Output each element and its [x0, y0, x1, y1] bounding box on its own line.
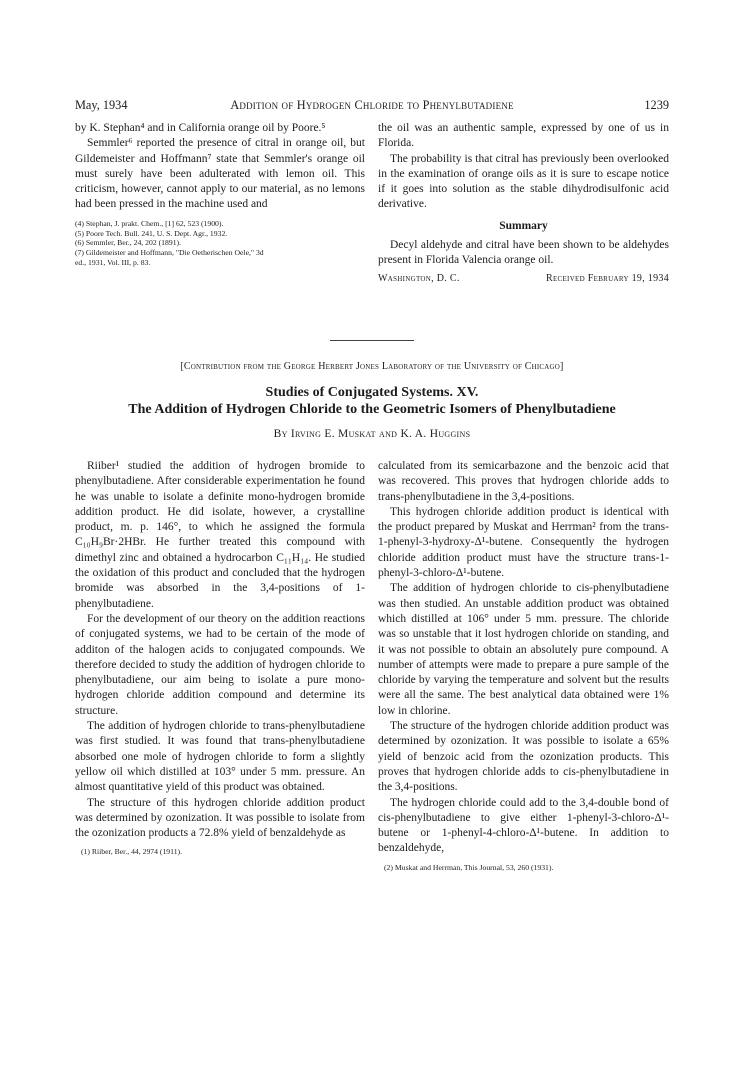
paragraph: the oil was an authentic sample, expressed by one of us in Florida. — [378, 122, 669, 150]
running-header — [75, 98, 669, 114]
previous-article-right-column — [378, 121, 669, 285]
article-title-line-2: The Addition of Hydrogen Chloride to the Geometric Isomers of Phenylbutadiene — [128, 402, 616, 417]
paragraph: Semmler⁶ reported the presence of citral in orange oil, but Gildemeister and Hoffmann⁷ state that Semmler's orange oil must surely have been adulterated with lemon oil. This criticism, however, cannot apply to our material, as no lemons had been pressed in the machine used and — [75, 137, 365, 211]
signoff — [378, 271, 669, 285]
page-number: 1239 — [644, 98, 669, 112]
paragraph: The probability is that citral has previously been overlooked in the examination of orange oils as it is sure to escape notice if it goes into solution as the stable dihydrodisulfonic acid derivative. — [378, 152, 669, 211]
previous-article-left-column — [75, 121, 365, 268]
paragraph: The addition of hydrogen chloride to cis-phenylbutadiene was then studied. An unstable addition product was obtained which distilled at 106° under 5 mm. pressure. The chloride was so unstable that it lost hydrogen chloride on standing, and it was not possible to obtain an absolutely pure compound. A number of attempts were made to prepare a pure sample of the chloride by varying the temperature and solvent but the results were all the same. The best analytical data obtained were 1% low in chlorine. — [378, 582, 669, 717]
footnote: (7) Gildemeister and Hoffmann, "Die Oetherischen Oele," 3d — [75, 248, 264, 258]
footnotes — [75, 847, 365, 857]
footnotes — [75, 219, 365, 268]
article-right-column — [378, 459, 669, 873]
footnote: (4) Stephan, J. prakt. Chem., [1] 62, 523 (1900). — [75, 218, 224, 228]
article-authors: By Irving E. Muskat and K. A. Huggins — [273, 428, 471, 440]
article-left-column — [75, 459, 365, 857]
contribution-line: [Contribution from the George Herbert Jones Laboratory of the University of Chicago] — [180, 361, 564, 372]
footnote: (1) Riiber, Ber., 44, 2974 (1911). — [81, 847, 183, 857]
paragraph: For the development of our theory on the addition reactions of conjugated systems, we had to be certain of the mode of additon of the halogen acids to conjugated compounds. We therefore decided to study the addition of hydrogen chloride to phenylbutadiene, our aim being to isolate a pure mono-hydrogen chloride addition compound and determine its structure. — [75, 612, 365, 717]
footnote: ed., 1931, Vol. III, p. 83. — [75, 257, 151, 267]
summary-heading: Summary — [499, 219, 548, 232]
paragraph: The structure of the hydrogen chloride addition product was determined by ozonization. It was possible to isolate a 65% yield of benzoic acid from the ozonization products. This proves that hydrogen chloride adds to cis-phenylbutadiene in the 3,4-positions. — [378, 720, 669, 794]
paragraph: calculated from its semicarbazone and the benzoic acid that was recovered. This proves that hydrogen chloride adds to trans-phenylbutadiene in the 3,4-positions. — [378, 460, 669, 503]
footnote: (6) Semmler, Ber., 24, 202 (1891). — [75, 238, 182, 248]
paragraph: The structure of this hydrogen chloride addition product was determined by ozonization. It was possible to isolate from the ozonization products a 72.8% yield of benzaldehyde as — [75, 796, 365, 840]
signoff-place: Washington, D. C. — [378, 272, 460, 284]
article-title-line-1: Studies of Conjugated Systems. XV. — [265, 385, 479, 400]
section-divider — [330, 340, 414, 341]
footnotes — [378, 863, 669, 873]
received-date: Received February 19, 1934 — [545, 272, 669, 284]
paragraph: by K. Stephan⁴ and in California orange oil by Poore.⁵ — [75, 122, 326, 134]
paragraph: Riiber¹ studied the addition of hydrogen bromide to phenylbutadiene. After considerable experimentation he found he was unable to isolate a definite mono-hydrogen bromide addition product. He did isolate, however, a crystalline product, m. p. 146°, to which he assigned the formula C₁₀H₉Br·2HBr. He further treated this compound with dimethyl zinc and obtained a hydrocarbon C₁₁H₁₄. He studied the oxidation of this product and concluded that the hydrogen bromide was absorbed in the 3,4-positions of 1-phenylbutadiene. — [75, 460, 365, 610]
footnote: (5) Poore Tech. Bull. 241, U. S. Dept. Agr., 1932. — [75, 228, 228, 238]
paragraph: The hydrogen chloride could add to the 3,4-double bond of cis-phenylbutadiene to give either 1-phenyl-3-chloro-Δ¹-butene or 1-phenyl-4-chloro-Δ¹-butene. In addition to benzaldehyde, — [378, 796, 669, 855]
issue-date: May, 1934 — [75, 98, 128, 112]
paragraph: The addition of hydrogen chloride to trans-phenylbutadiene was first studied. It was found that trans-phenylbutadiene absorbed one mole of hydrogen chloride to form a slightly yellow oil which distilled at 103° under 5 mm. pressure. An almost quantitative yield of this product was obtained. — [75, 720, 365, 794]
footnote: (2) Muskat and Herrman, This Journal, 53, 260 (1931). — [384, 862, 554, 872]
running-title: Addition of Hydrogen Chloride to Phenylbutadiene — [230, 98, 514, 112]
paragraph: This hydrogen chloride addition product is identical with the product prepared by Muskat and Herrman² from the trans-1-phenyl-3-hydroxy-Δ¹-butene. Consequently the hydrogen chloride addition product must have the structure trans-1-phenyl-3-chloro-Δ¹-butene. — [378, 505, 669, 580]
summary-paragraph: Decyl aldehyde and citral have been shown to be aldehydes present in Florida Valencia orange oil. — [378, 239, 669, 267]
